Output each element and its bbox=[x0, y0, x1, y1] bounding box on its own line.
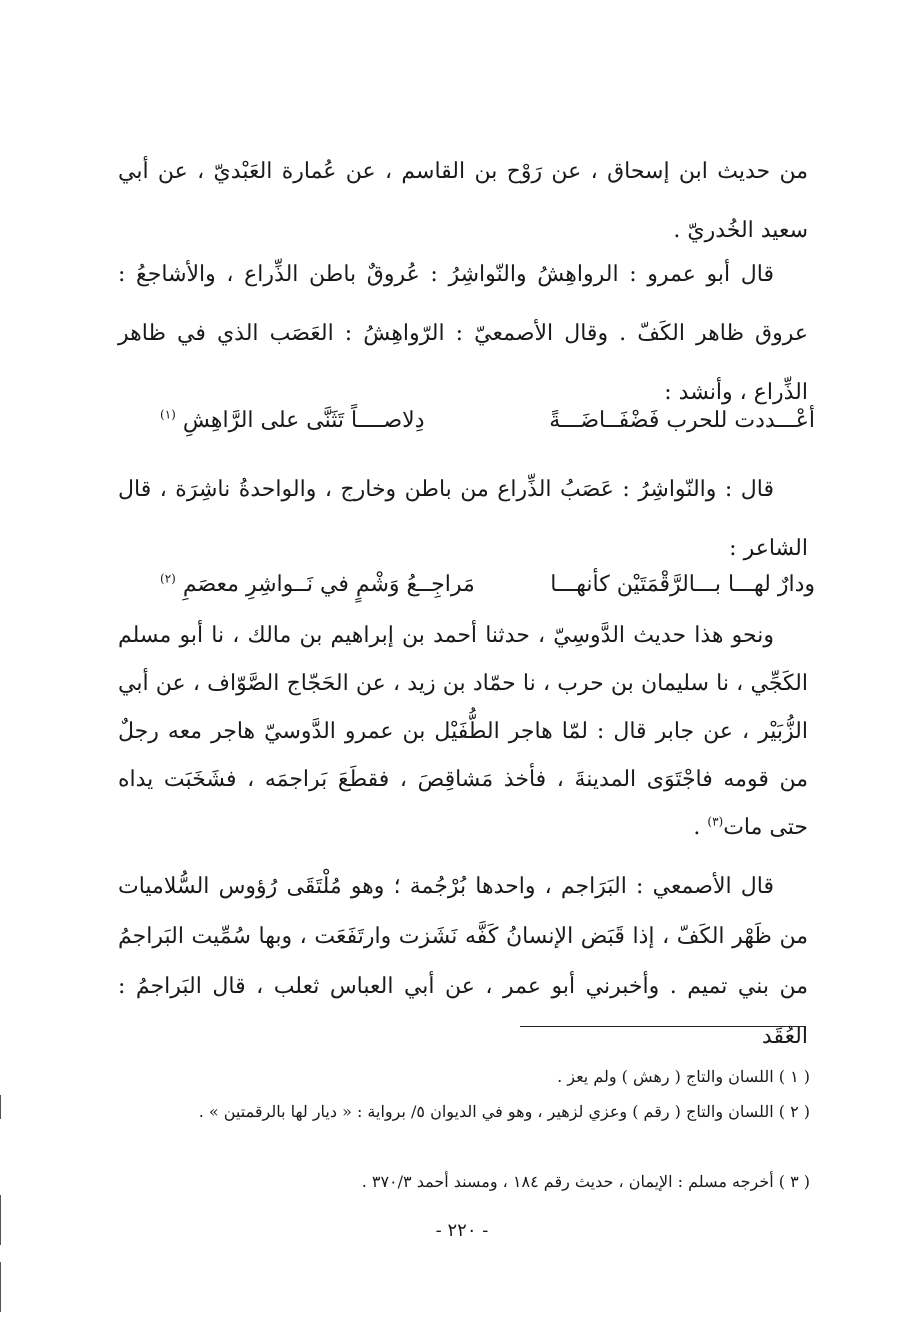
footnote-2: ( ٢ ) اللسان والتاج ( رقم ) وعزي لزهير ، وهو في الديوان ٥/ برواية : « ديار لها بالرقمتين » . bbox=[198, 1102, 810, 1121]
footnote-ref-1: (١) bbox=[160, 407, 176, 422]
verse-1-second-text: دِلاصــــاً تَثَنَّى على الرَّاهِشِ bbox=[182, 408, 425, 433]
verse-2-second-hemistich bbox=[160, 572, 475, 597]
dawsi-hadith-text: ونحو هذا حديث الدَّوسِيّ ، حدثنا أحمد بن إبراهيم بن مالك ، نا أبو مسلم الكَجِّي ، نا سليمان بن حرب ، نا حمّاد بن زيد ، عن الحَجّاج الصَّوّاف ، عن أبي الزُّبَيْر ، عن جابر قال : لمّا هاجر الطُّفَيْل بن عمرو الدَّوسيّ هاجر معه رجلٌ من قومه فاجْتَوَى المدينةَ ، فأخذ مَشاقِصَ ، فقطَعَ بَراجمَه ، فشَخَبَت يداه حتى مات bbox=[118, 623, 809, 840]
paragraph-barajim-definition: قال الأصمعي : البَرَاجم ، واحدها بُرْجُمة ؛ وهو مُلْتَقَى رُؤوس السُّلاميات من ظَهْر الكَفّ ، إذا قَبَض الإنسانُ كَفَّه نَشَزت وارتَفَعَت ، وبها سُمِّيت البَراجمُ من بني تميم . وأخبرني أبو عمر ، عن أبي العباس ثعلب ، قال البَراجمُ : العُقَد bbox=[118, 874, 808, 1049]
paragraph-hadith-isnad: من حديث ابن إسحاق ، عن رَوْح بن القاسم ، عن عُمارة العَبْديّ ، عن أبي سعيد الخُدريّ . bbox=[118, 159, 808, 243]
scan-margin-mark bbox=[0, 1195, 1, 1245]
footnote-3: ( ٣ ) أخرجه مسلم : الإيمان ، حديث رقم ١٨٤ ، ومسند أحمد ٣٧٠/٣ . bbox=[361, 1172, 810, 1191]
scan-margin-mark bbox=[0, 1095, 1, 1119]
footnote-1: ( ١ ) اللسان والتاج ( رهش ) ولم يعز . bbox=[557, 1067, 810, 1086]
paragraph-rawahish-definition: قال أبو عمرو : الرواهِشُ والنّواشِرُ : عُروقٌ باطن الذِّراع ، والأشاجعُ : عروق ظاهر الكَفّ . وقال الأصمعيّ : الرّواهِشُ : العَصَب الذي في ظاهر الذِّراع ، وأنشد : bbox=[118, 262, 808, 405]
paragraph-nawashir-definition: قال : والنّواشِرُ : عَصَبُ الذِّراع من باطن وخارج ، والواحدةُ ناشِرَة ، قال الشاعر : bbox=[118, 477, 808, 561]
verse-1-second-hemistich bbox=[160, 408, 425, 433]
paragraph-dawsi-hadith bbox=[118, 612, 808, 852]
verse-2-second-text: مَراجِــعُ وَشْمٍ في نَــواشِرِ معصَمِ bbox=[182, 572, 475, 597]
footnote-ref-2: (٢) bbox=[160, 571, 176, 586]
scan-margin-mark bbox=[0, 1262, 1, 1312]
verse-2-first-hemistich: ودارٌ لهـــا بـــالرَّقْمَتَيْن كأنهـــا bbox=[550, 572, 815, 597]
verse-1-first-hemistich: أعْـــددت للحرب فَضْفَــاضَـــةً bbox=[549, 408, 815, 433]
dawsi-hadith-end: . bbox=[693, 815, 708, 840]
page-number: - ٢٢٠ - bbox=[435, 1220, 489, 1241]
footnote-separator bbox=[520, 1026, 806, 1027]
verse-line-1 bbox=[110, 408, 815, 458]
footnote-ref-3: (٣) bbox=[707, 814, 724, 829]
